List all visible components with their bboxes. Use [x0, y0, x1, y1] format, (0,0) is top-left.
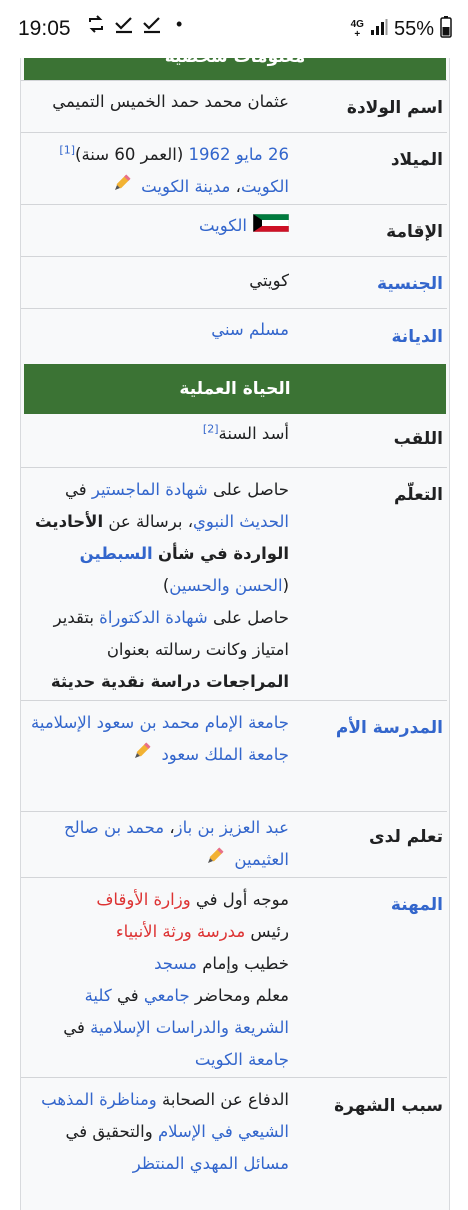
alma-mater-label[interactable]: المدرسة الأم [335, 718, 443, 738]
birth-name-label: اسم الولادة [346, 98, 443, 118]
edu-text-1: حاصل على [207, 480, 289, 499]
education-value [27, 474, 289, 698]
title-label: اللقب [393, 429, 443, 449]
check-icon [142, 14, 162, 34]
shia-debate-link[interactable]: ومناظرة المذهب الشيعي في الإسلام [41, 1090, 289, 1141]
occupation-text-6: في [63, 1018, 91, 1037]
edu-text-2: في [64, 480, 92, 499]
occupation-value [27, 884, 289, 1076]
nationality-label[interactable]: الجنسية [377, 274, 443, 294]
doctorate-link[interactable]: شهادة الدكتوراة [99, 608, 208, 627]
hadith-link[interactable]: الحديث النبوي [193, 512, 289, 531]
row-birth [21, 132, 447, 205]
edit-pencil-icon[interactable] [205, 845, 225, 877]
edu-text-4: ( [282, 576, 289, 595]
known-for-label: سبب الشهرة [334, 1096, 443, 1116]
uthaymeen-link[interactable]: محمد بن صالح العثيمين [64, 818, 289, 869]
students-of-label: تعلم لدى [369, 827, 443, 847]
network-label: 4G [350, 18, 364, 30]
row-nationality [21, 256, 447, 309]
teachers-separator: ، [169, 818, 175, 837]
residence-value [27, 210, 289, 243]
title-value [27, 418, 289, 450]
edu-bold-2: المراجعات دراسة نقدية حديثة [50, 672, 289, 691]
birth-city-link[interactable]: مدينة الكويت [141, 177, 231, 196]
birth-value [27, 139, 289, 204]
row-students-of [21, 811, 447, 878]
sharia-college-link[interactable]: كلية الشريعة والدراسات الإسلامية [84, 986, 289, 1037]
bin-baz-link[interactable]: عبد العزيز بن باز [174, 818, 289, 837]
row-religion [21, 308, 447, 364]
occupation-text-1: موجه أول في [190, 890, 289, 909]
sibtayn-link[interactable]: السبطين [79, 544, 153, 563]
occupation-text-2: رئيس [245, 922, 289, 941]
alma-mater-value [27, 707, 289, 772]
notification-icons [86, 14, 182, 34]
kuwait-flag-icon [253, 211, 289, 243]
fame-text-2: والتحقيق في [65, 1122, 158, 1141]
hasan-husayn-link[interactable]: الحسن والحسين [169, 576, 283, 595]
network-sub-label: + [354, 28, 361, 40]
masters-link[interactable]: شهادة الماجستير [91, 480, 208, 499]
birth-country-link[interactable]: الكويت [240, 177, 289, 196]
battery-percent: 55% [393, 18, 434, 40]
row-title [21, 414, 447, 467]
row-alma-mater [21, 700, 447, 811]
more-notifications-dot-icon: • [176, 14, 183, 34]
fame-text-1: الدفاع عن الصحابة [156, 1090, 289, 1109]
education-label: التعلّم [393, 485, 443, 505]
occupation-label[interactable]: المهنة [390, 895, 443, 915]
edu-bold-1: الأحاديث الواردة في شأن [34, 512, 289, 563]
imam-university-link[interactable]: جامعة الإمام محمد بن سعود الإسلامية [31, 713, 289, 732]
retweet-icon [86, 14, 106, 34]
career-header [24, 364, 446, 414]
edu-text-6: حاصل على [207, 608, 289, 627]
title-ref[interactable]: [2] [202, 422, 219, 436]
check-icon [114, 14, 134, 34]
religion-label[interactable]: الديانة [391, 327, 443, 347]
row-birth-name [21, 80, 447, 133]
king-saud-university-link[interactable]: جامعة الملك سعود [161, 745, 289, 764]
birth-ref[interactable]: [1] [59, 143, 76, 157]
edu-text-5: ) [162, 576, 170, 595]
birth-age: (العمر 60 سنة) [75, 145, 184, 164]
network-type [351, 20, 364, 40]
kuwait-university-link[interactable]: جامعة الكويت [194, 1050, 289, 1069]
battery-icon [440, 16, 452, 43]
students-of-value [27, 812, 289, 877]
edit-pencil-icon[interactable] [132, 740, 152, 772]
known-for-value [27, 1084, 289, 1180]
edit-pencil-icon[interactable] [112, 172, 132, 204]
occupation-text-3: خطيب وإمام [196, 954, 289, 973]
status-bar [0, 0, 468, 58]
university-link[interactable]: جامعي [143, 986, 190, 1005]
edu-text-7: بتقدير امتياز وكانت رسالته بعنوان [53, 608, 289, 659]
row-known-for [21, 1077, 447, 1208]
row-education [21, 467, 447, 700]
title-text: أسد السنة [218, 424, 289, 443]
status-time: 19:05 [18, 17, 71, 40]
birth-name-value: عثمان محمد حمد الخميس التميمي [52, 92, 289, 111]
birth-date-link[interactable]: 26 مايو 1962 [188, 145, 289, 164]
edu-text-3: ، برسالة عن [103, 512, 194, 531]
row-occupation [21, 877, 447, 1078]
religion-link[interactable]: مسلم سني [211, 320, 289, 339]
residence-label: الإقامة [386, 222, 443, 242]
residence-link[interactable]: الكويت [198, 216, 247, 235]
row-residence [21, 204, 447, 257]
occupation-text-5: في [111, 986, 144, 1005]
warathat-school-link[interactable]: مدرسة ورثة الأنبياء [115, 922, 246, 941]
occupation-text-4: معلم ومحاضر [189, 986, 289, 1005]
signal-icon [370, 18, 388, 41]
religion-value [27, 314, 289, 346]
birth-separator: ، [235, 177, 241, 196]
status-right [351, 16, 452, 43]
mosque-link[interactable]: مسجد [154, 954, 197, 973]
career-header-text: الحياة العملية [179, 379, 291, 399]
birth-label: الميلاد [390, 150, 443, 170]
mahdi-link[interactable]: مسائل المهدي المنتظر [132, 1154, 289, 1173]
awqaf-ministry-link[interactable]: وزارة الأوقاف [96, 890, 191, 909]
nationality-value: كويتي [249, 271, 289, 290]
